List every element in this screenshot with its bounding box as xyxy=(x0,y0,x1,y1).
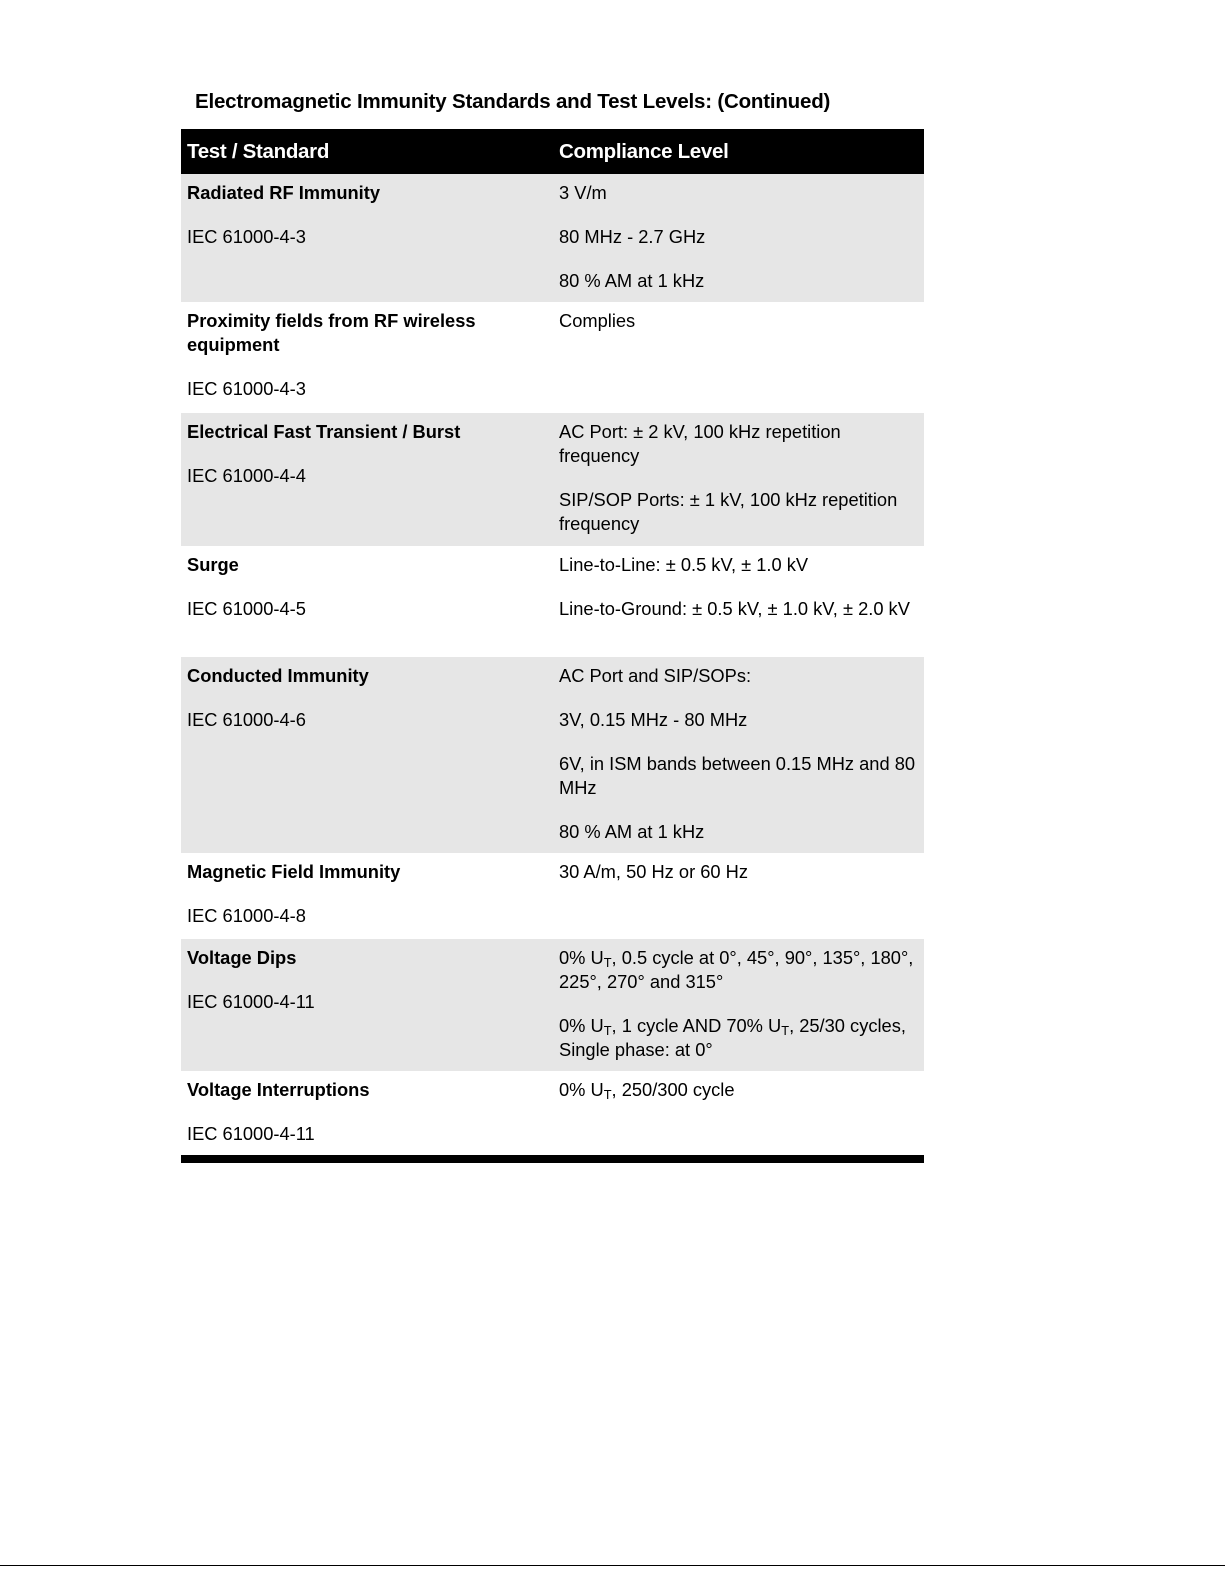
table-bottom-rule xyxy=(181,1155,924,1163)
test-name: Voltage Dips xyxy=(187,947,297,968)
test-cell xyxy=(181,309,552,413)
compliance-cell xyxy=(552,664,924,853)
table-row xyxy=(181,939,924,1071)
test-cell xyxy=(181,664,552,853)
test-cell xyxy=(181,420,552,546)
test-cell xyxy=(181,946,552,1071)
table-row xyxy=(181,657,924,853)
column-header-test-standard: Test / Standard xyxy=(187,139,330,163)
table-row xyxy=(181,174,924,302)
test-standard: IEC 61000-4-3 xyxy=(187,378,306,399)
table-header xyxy=(181,129,924,174)
compliance-line: 3 V/m xyxy=(559,182,607,203)
compliance-cell xyxy=(552,181,924,302)
compliance-cell xyxy=(552,946,924,1071)
compliance-line: 0% $U_T$, 0.5 cycle at 0°, 45°, 90°, 135°, 180°, 225°, 270° and 315° xyxy=(559,947,914,992)
compliance-line: 6V, in ISM bands between 0.15 MHz and 80 MHz xyxy=(559,753,916,798)
compliance-line: 0% $U_T$, 1 cycle AND 70% $U_T$, 25/30 cycles, Single phase: at 0° xyxy=(559,1015,906,1060)
page-footer-rule xyxy=(0,1565,1225,1566)
compliance-cell xyxy=(552,860,924,939)
column-header-compliance-level: Compliance Level xyxy=(559,139,729,163)
test-standard: IEC 61000-4-3 xyxy=(187,226,306,247)
compliance-line: 0% $U_T$, 250/300 cycle xyxy=(559,1079,735,1102)
table-row xyxy=(181,413,924,546)
test-cell xyxy=(181,860,552,939)
test-cell xyxy=(181,553,552,657)
compliance-line: 80 % AM at 1 kHz xyxy=(559,821,705,842)
test-name: Conducted Immunity xyxy=(187,665,369,686)
compliance-line: 80 % AM at 1 kHz xyxy=(559,270,705,291)
compliance-cell xyxy=(552,420,924,546)
test-cell xyxy=(181,181,552,302)
immunity-table xyxy=(181,129,924,1163)
test-name: Surge xyxy=(187,554,239,575)
compliance-line: AC Port: ± 2 kV, 100 kHz repetition frequency xyxy=(559,421,841,466)
compliance-line: Line-to-Ground: ± 0.5 kV, ± 1.0 kV, ± 2.0 kV xyxy=(559,598,910,619)
test-name: Voltage Interruptions xyxy=(187,1079,370,1100)
test-standard: IEC 61000-4-8 xyxy=(187,905,306,926)
compliance-line: 80 MHz - 2.7 GHz xyxy=(559,226,706,247)
test-cell xyxy=(181,1078,552,1155)
test-standard: IEC 61000-4-5 xyxy=(187,598,306,619)
table-row xyxy=(181,546,924,657)
test-standard: IEC 61000-4-11 xyxy=(187,991,315,1012)
compliance-line: Line-to-Line: ± 0.5 kV, ± 1.0 kV xyxy=(559,554,809,575)
test-name: Radiated RF Immunity xyxy=(187,182,380,203)
test-name: Proximity fields from RF wireless equipment xyxy=(187,310,476,355)
test-standard: IEC 61000-4-11 xyxy=(187,1123,315,1144)
test-name: Electrical Fast Transient / Burst xyxy=(187,421,461,442)
table-row xyxy=(181,853,924,939)
compliance-line: AC Port and SIP/SOPs: xyxy=(559,665,752,686)
test-name: Magnetic Field Immunity xyxy=(187,861,401,882)
compliance-line: 30 A/m, 50 Hz or 60 Hz xyxy=(559,861,748,882)
compliance-line: 3V, 0.15 MHz - 80 MHz xyxy=(559,709,748,730)
table-row xyxy=(181,1071,924,1155)
page-title: Electromagnetic Immunity Standards and Test Levels: (Continued) xyxy=(195,90,831,113)
compliance-line: SIP/SOP Ports: ± 1 kV, 100 kHz repetition frequency xyxy=(559,489,898,534)
compliance-line: Complies xyxy=(559,310,636,331)
test-standard: IEC 61000-4-6 xyxy=(187,709,306,730)
test-standard: IEC 61000-4-4 xyxy=(187,465,306,486)
compliance-cell xyxy=(552,1078,924,1155)
table-row xyxy=(181,302,924,413)
compliance-cell xyxy=(552,553,924,657)
compliance-cell xyxy=(552,309,924,413)
